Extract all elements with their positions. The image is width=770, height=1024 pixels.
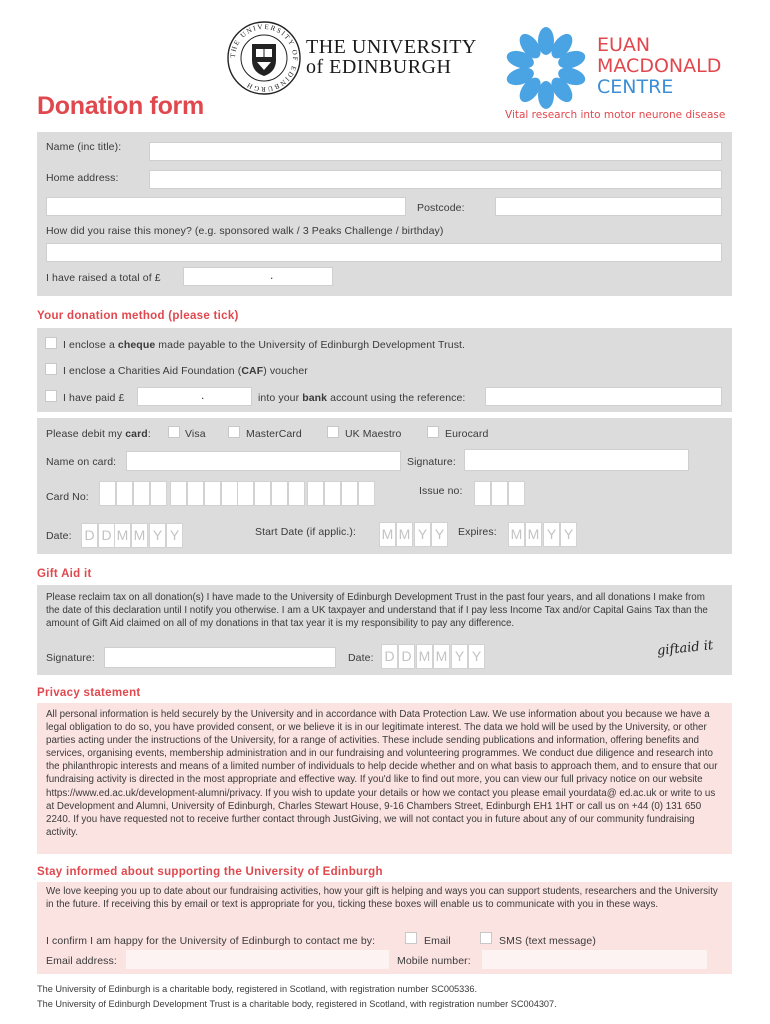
mastercard-checkbox[interactable] (228, 426, 240, 438)
card-date-placeholder: D (101, 527, 112, 543)
sms-consent-label: SMS (text message) (499, 935, 596, 947)
gift-aid-date-label: Date: (348, 652, 374, 664)
stay-informed-text: We love keeping you up to date about our fundraising activities, how your gift is helping and ways you can support students, researchers and the University in the future. If receiving this by email or text is appropriate for you, ticking these boxes will enable us to communicate with you in these ways. (46, 886, 718, 910)
university-name-line2: of EDINBURGH (306, 56, 452, 78)
raised-question-label: How did you raise this money? (e.g. sponsored walk / 3 Peaks Challenge / birthday) (46, 225, 444, 237)
caf-label-bold: CAF (241, 365, 264, 377)
start-date-placeholder: M (381, 526, 394, 542)
issue-number-box[interactable] (508, 481, 525, 506)
university-name (306, 37, 477, 77)
gift-aid-date-placeholder: M (435, 648, 448, 664)
card-number-box[interactable] (307, 481, 324, 506)
bank-paid-label: I have paid £ (63, 392, 125, 404)
sms-consent-checkbox[interactable] (480, 932, 492, 944)
start-date-placeholder: Y (434, 526, 445, 542)
gift-aid-date-placeholder: Y (471, 648, 482, 664)
gift-aid-signature-field[interactable] (104, 647, 336, 668)
charity-registration-trust: The University of Edinburgh Development Trust is a charitable body, registered in Scotland, with registration number SC004307. (37, 999, 557, 1009)
name-label: Name (inc title): (46, 141, 122, 153)
eurocard-label: Eurocard (445, 428, 489, 440)
privacy-panel (37, 703, 732, 854)
address-field-line2[interactable] (46, 197, 406, 216)
card-number-box[interactable] (358, 481, 375, 506)
debit-card-label (46, 428, 151, 440)
bank-reference-label (258, 392, 465, 404)
privacy-heading: Privacy statement (37, 687, 141, 699)
page-title: Donation form (37, 92, 204, 120)
card-date-label: Date: (46, 530, 72, 542)
centre-name-line2: MACDONALD (597, 55, 722, 77)
card-number-box[interactable] (271, 481, 288, 506)
issue-number-label: Issue no: (419, 485, 463, 497)
card-number-box[interactable] (170, 481, 187, 506)
card-number-box[interactable] (324, 481, 341, 506)
caf-checkbox[interactable] (45, 363, 57, 375)
raised-total-decimal: . (270, 268, 274, 282)
card-number-box[interactable] (99, 481, 116, 506)
gift-aid-date-placeholder: D (401, 648, 412, 664)
card-number-box[interactable] (116, 481, 133, 506)
debit-card-bold: card (125, 428, 148, 440)
centre-name-line3: CENTRE (597, 76, 674, 98)
euan-macdonald-flower-logo (503, 26, 589, 110)
start-date-label: Start Date (if applic.): (255, 526, 357, 538)
expires-date-placeholder: Y (563, 526, 574, 542)
card-date-placeholder: D (84, 527, 95, 543)
card-date-placeholder: Y (169, 527, 180, 543)
gift-aid-declaration: Please reclaim tax on all donation(s) I have made to the University of Edinburgh Development Trust in the past four years, and all donations I make from the date of this declaration until I notify you otherwise. I am a UK taxpayer and understand that if I pay less Income Tax and/or Capital Gains Tax than the amount of Gift Aid claimed on all of my donations in that tax year it is my responsibility to pay any difference. (46, 592, 708, 629)
name-on-card-label: Name on card: (46, 456, 117, 468)
bank-amount-field[interactable] (137, 387, 252, 406)
gift-aid-logo: giftaid it (656, 638, 714, 659)
expires-label: Expires: (458, 526, 497, 538)
name-field[interactable] (149, 142, 722, 161)
expires-date-placeholder: M (510, 526, 523, 542)
card-number-label: Card No: (46, 491, 89, 503)
bank-reference-field[interactable] (485, 387, 722, 406)
issue-number-box[interactable] (491, 481, 508, 506)
caf-label (63, 365, 308, 377)
issue-number-box[interactable] (474, 481, 491, 506)
expires-date-placeholder: Y (546, 526, 557, 542)
cheque-checkbox[interactable] (45, 337, 57, 349)
address-label: Home address: (46, 172, 119, 184)
donation-method-panel (37, 328, 732, 412)
start-date-placeholder: Y (417, 526, 428, 542)
raised-method-field[interactable] (46, 243, 722, 262)
card-number-box[interactable] (150, 481, 167, 506)
bank-reference-pre: into your (258, 392, 303, 404)
postcode-field[interactable] (495, 197, 722, 216)
cheque-label (63, 339, 465, 351)
bank-amount-decimal: . (201, 388, 205, 402)
gift-aid-date-placeholder: Y (454, 648, 465, 664)
eurocard-checkbox[interactable] (427, 426, 439, 438)
card-date-placeholder: M (116, 527, 129, 543)
caf-label-post: ) voucher (263, 365, 308, 377)
expires-date-placeholder: M (527, 526, 540, 542)
caf-label-pre: I enclose a Charities Aid Foundation ( (63, 365, 242, 377)
gift-aid-signature-label: Signature: (46, 652, 95, 664)
mastercard-label: MasterCard (246, 428, 302, 440)
uk-maestro-label: UK Maestro (345, 428, 402, 440)
postcode-label: Postcode: (417, 202, 465, 214)
donation-method-heading: Your donation method (please tick) (37, 310, 239, 322)
debit-card-pre: Please debit my (46, 428, 126, 440)
donor-details-panel (37, 132, 732, 296)
centre-tagline: Vital research into motor neurone disease (505, 109, 726, 121)
card-number-box[interactable] (187, 481, 204, 506)
mobile-number-field[interactable] (482, 950, 707, 969)
card-date-placeholder: Y (152, 527, 163, 543)
email-consent-checkbox[interactable] (405, 932, 417, 944)
gift-aid-heading: Gift Aid it (37, 568, 92, 580)
university-name-line1: THE UNIVERSITY (306, 36, 477, 58)
stay-informed-heading: Stay informed about supporting the University of Edinburgh (37, 866, 383, 878)
card-signature-label: Signature: (407, 456, 456, 468)
email-consent-label: Email (424, 935, 451, 947)
card-number-box[interactable] (288, 481, 305, 506)
bank-reference-post: account using the reference: (327, 392, 466, 404)
gift-aid-date-placeholder: M (418, 648, 431, 664)
university-seal (226, 20, 302, 96)
card-number-box[interactable] (254, 481, 271, 506)
bank-reference-bold: bank (302, 392, 328, 404)
stay-informed-panel (37, 882, 732, 974)
cheque-label-pre: I enclose a (63, 339, 118, 351)
seal-text: THE UNIVERSITY OF EDINBURGH (228, 22, 300, 94)
bank-checkbox[interactable] (45, 390, 57, 402)
card-date-placeholder: M (133, 527, 146, 543)
card-payment-panel (37, 418, 732, 554)
card-number-box[interactable] (341, 481, 358, 506)
visa-checkbox[interactable] (168, 426, 180, 438)
uk-maestro-checkbox[interactable] (327, 426, 339, 438)
card-number-box[interactable] (133, 481, 150, 506)
gift-aid-date-placeholder: D (384, 648, 395, 664)
visa-label: Visa (185, 428, 206, 440)
mobile-number-label: Mobile number: (397, 955, 471, 967)
card-number-box[interactable] (221, 481, 238, 506)
debit-card-post: : (147, 428, 151, 440)
centre-name (597, 35, 721, 98)
privacy-statement-text: All personal information is held securely by the University and in accordance with Data Protection Law. We use information about you because we have a legal obligation to do so, you have provided consent, or we believe it is in our legitimate interest. The data we hold will be used by the University, or other parties acting under the instructions of the University, for a range of activities. These include sending publications and information, offering benefits and services, organising events, membership administration and in our fundraising and volunteering programmes. We conduct due diligence and research into the philanthropic interests and means of a limited number of individuals to help decide whether and on what basis to approach them, and to ensure that our fundraising activity is directed in the most appropriate and effective way. If you'd like to find out more, you can view our full privacy notice on our website https://www.ed.ac.uk/development-alumni/privacy. If you wish to update your details or how we contact you please email yourdata@ ed.ac.uk or write to us at Development and Alumni, University of Edinburgh, Charles Stewart House, 9-16 Chambers Street, Edinburgh EH1 1HT or call us on +44 (0) 131 650 2240. If you have requested not to receive further contact through JustGiving, we will not contact you in future about any of our community fundraising activity. (46, 709, 718, 838)
card-signature-field[interactable] (464, 449, 689, 471)
email-address-field[interactable] (126, 950, 389, 969)
address-field-line1[interactable] (149, 170, 722, 189)
start-date-placeholder: M (398, 526, 411, 542)
card-number-box[interactable] (237, 481, 254, 506)
cheque-label-post: made payable to the University of Edinburgh Development Trust. (155, 339, 466, 351)
contact-consent-label: I confirm I am happy for the University of Edinburgh to contact me by: (46, 935, 376, 947)
raised-total-label: I have raised a total of £ (46, 272, 161, 284)
centre-name-line1: EUAN (597, 34, 651, 56)
raised-total-field[interactable] (183, 267, 333, 286)
charity-registration-university: The University of Edinburgh is a charitable body, registered in Scotland, with registration number SC005336. (37, 984, 478, 994)
email-address-label: Email address: (46, 955, 117, 967)
gift-aid-panel (37, 585, 732, 675)
name-on-card-field[interactable] (126, 451, 401, 471)
cheque-label-bold: cheque (117, 339, 156, 351)
card-number-box[interactable] (204, 481, 221, 506)
